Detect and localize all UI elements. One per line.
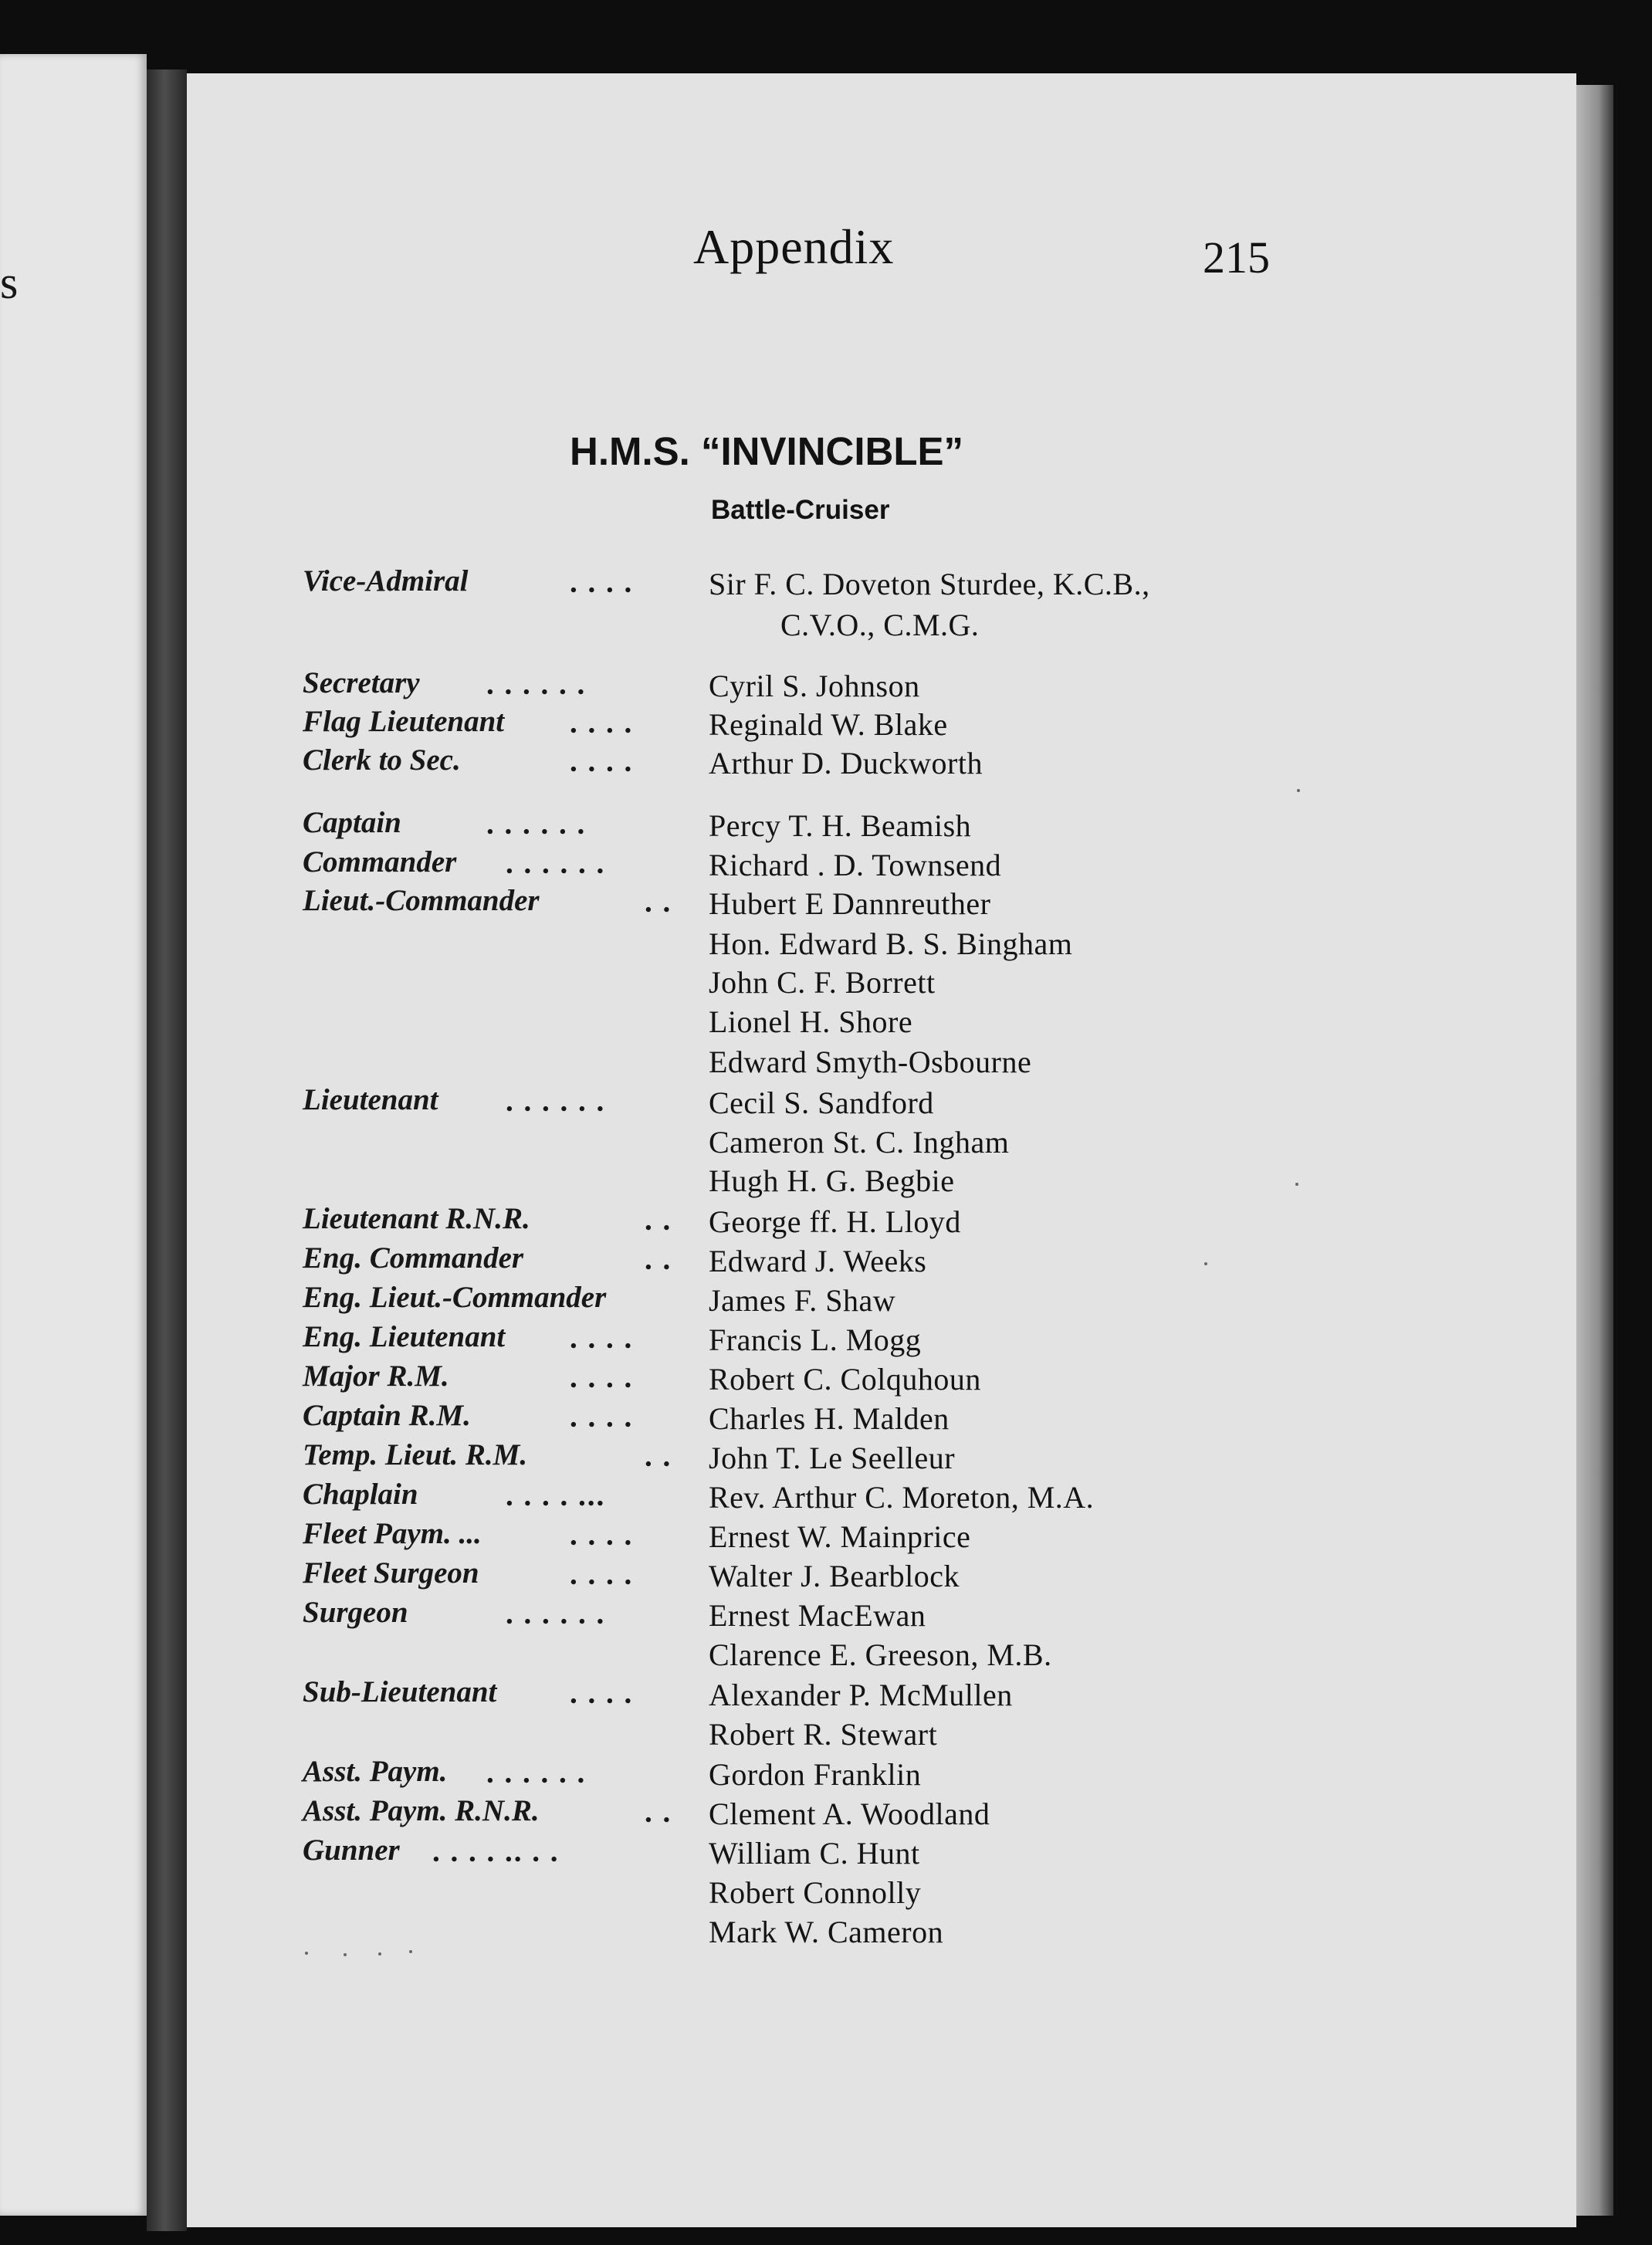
officer-name: Walter J. Bearblock xyxy=(709,1559,960,1593)
officer-name: Hugh H. G. Begbie xyxy=(709,1163,955,1198)
rank-label: Lieutenant xyxy=(303,1083,438,1116)
rank-label: Major R.M. xyxy=(303,1360,449,1393)
dot-leader: . . . . xyxy=(570,1677,634,1710)
officer-name: Ernest W. Mainprice xyxy=(709,1519,971,1554)
officer-name: Arthur D. Duckworth xyxy=(709,746,983,781)
dot-leader: . . . . . . xyxy=(506,1597,606,1630)
officer-name: Cecil S. Sandford xyxy=(709,1085,934,1120)
rank-label: Chaplain xyxy=(303,1478,418,1511)
print-speck xyxy=(1204,1262,1207,1265)
rank-label: Gunner xyxy=(303,1834,400,1867)
dot-leader: . . xyxy=(645,885,672,919)
print-speck xyxy=(409,1950,412,1953)
officer-name: Cameron St. C. Ingham xyxy=(709,1125,1010,1160)
officer-name: Edward Smyth-Osbourne xyxy=(709,1045,1032,1079)
rank-label: Eng. Lieut.-Commander xyxy=(303,1281,607,1314)
dot-leader: . . . . .. . . xyxy=(432,1835,560,1868)
page-number: 215 xyxy=(1203,232,1270,283)
officer-name: Alexander P. McMullen xyxy=(709,1678,1013,1712)
dot-leader: . . . . xyxy=(570,1400,634,1434)
book-gutter xyxy=(147,69,187,2231)
dot-leader: . . . . xyxy=(570,745,634,778)
officer-name: Gordon Franklin xyxy=(709,1757,922,1792)
rank-label: Lieutenant R.N.R. xyxy=(303,1202,530,1235)
officer-name: Clement A. Woodland xyxy=(709,1796,990,1831)
rank-label: Vice-Admiral xyxy=(303,564,469,598)
officer-name: James F. Shaw xyxy=(709,1283,896,1318)
rank-label: Clerk to Sec. xyxy=(303,743,461,777)
rank-label: Eng. Commander xyxy=(303,1241,524,1275)
dot-leader: . . . . . . xyxy=(486,1756,587,1790)
rank-label: Commander xyxy=(303,845,457,879)
dot-leader: . . . . . . xyxy=(506,847,606,880)
officer-name: Sir F. C. Doveton Sturdee, K.C.B., xyxy=(709,567,1150,601)
dot-leader: . . . . xyxy=(570,1322,634,1355)
officer-name: Hon. Edward B. S. Bingham xyxy=(709,926,1073,961)
officer-name: Lionel H. Shore xyxy=(709,1004,913,1039)
officer-name: Francis L. Mogg xyxy=(709,1322,922,1357)
rank-label: Fleet Paym. ... xyxy=(303,1517,482,1550)
dot-leader: . . . . . . xyxy=(486,668,587,701)
rank-label: Surgeon xyxy=(303,1596,408,1629)
dot-leader: . . . . . . xyxy=(506,1085,606,1118)
officer-name: Mark W. Cameron xyxy=(709,1915,944,1949)
print-speck xyxy=(1297,789,1300,792)
officer-name: Rev. Arthur C. Moreton, M.A. xyxy=(709,1480,1095,1515)
dot-leader: . . xyxy=(645,1204,672,1237)
officer-name: C.V.O., C.M.G. xyxy=(780,608,980,642)
dot-leader: . . . . ... xyxy=(506,1479,606,1512)
print-speck xyxy=(305,1952,308,1955)
officer-name: Cyril S. Johnson xyxy=(709,669,920,703)
dot-leader: . . . . xyxy=(570,566,634,599)
rank-label: Temp. Lieut. R.M. xyxy=(303,1438,528,1471)
dot-leader: . . . . . . xyxy=(486,808,587,841)
facing-page-text-fragment: s xyxy=(0,257,19,308)
dot-leader: . . . . xyxy=(570,1361,634,1394)
dot-leader: . . xyxy=(645,1243,672,1276)
rank-label: Secretary xyxy=(303,666,420,699)
dot-leader: . . xyxy=(645,1440,672,1473)
officer-name: Ernest MacEwan xyxy=(709,1598,926,1633)
officer-name: Percy T. H. Beamish xyxy=(709,808,972,843)
officer-name: Clarence E. Greeson, M.B. xyxy=(709,1637,1052,1672)
page-edge xyxy=(1576,85,1613,2216)
ship-title: H.M.S. “INVINCIBLE” xyxy=(570,429,964,473)
facing-page xyxy=(0,54,147,2216)
print-speck xyxy=(1295,1183,1298,1186)
officer-name: Charles H. Malden xyxy=(709,1401,950,1436)
rank-label: Captain xyxy=(303,806,401,839)
officer-name: George ff. H. Lloyd xyxy=(709,1204,961,1239)
dot-leader: . . xyxy=(645,1796,672,1829)
rank-label: Sub-Lieutenant xyxy=(303,1675,497,1708)
officer-name: Robert R. Stewart xyxy=(709,1717,938,1752)
dot-leader: . . . . xyxy=(570,706,634,740)
officer-name: Robert Connolly xyxy=(709,1875,922,1910)
rank-label: Eng. Lieutenant xyxy=(303,1320,506,1353)
rank-label: Lieut.-Commander xyxy=(303,884,540,917)
officer-name: Richard . D. Townsend xyxy=(709,848,1002,882)
rank-label: Captain R.M. xyxy=(303,1399,471,1432)
officer-name: John C. F. Borrett xyxy=(709,965,936,1000)
dot-leader: . . . . xyxy=(570,1519,634,1552)
rank-label: Flag Lieutenant xyxy=(303,705,505,738)
officer-name: Reginald W. Blake xyxy=(709,707,948,742)
dot-leader: . . . . xyxy=(570,1558,634,1591)
rank-label: Asst. Paym. R.N.R. xyxy=(303,1794,540,1827)
officer-name: John T. Le Seelleur xyxy=(709,1441,956,1475)
running-head: Appendix xyxy=(693,219,895,274)
ship-subtitle: Battle-Cruiser xyxy=(711,495,890,525)
rank-label: Asst. Paym. xyxy=(303,1755,448,1788)
print-speck xyxy=(344,1953,347,1956)
officer-name: Robert C. Colquhoun xyxy=(709,1362,981,1397)
print-speck xyxy=(378,1952,381,1955)
officer-name: Hubert E Dannreuther xyxy=(709,886,991,921)
officer-name: Edward J. Weeks xyxy=(709,1244,927,1278)
officer-name: William C. Hunt xyxy=(709,1836,920,1871)
rank-label: Fleet Surgeon xyxy=(303,1556,479,1590)
